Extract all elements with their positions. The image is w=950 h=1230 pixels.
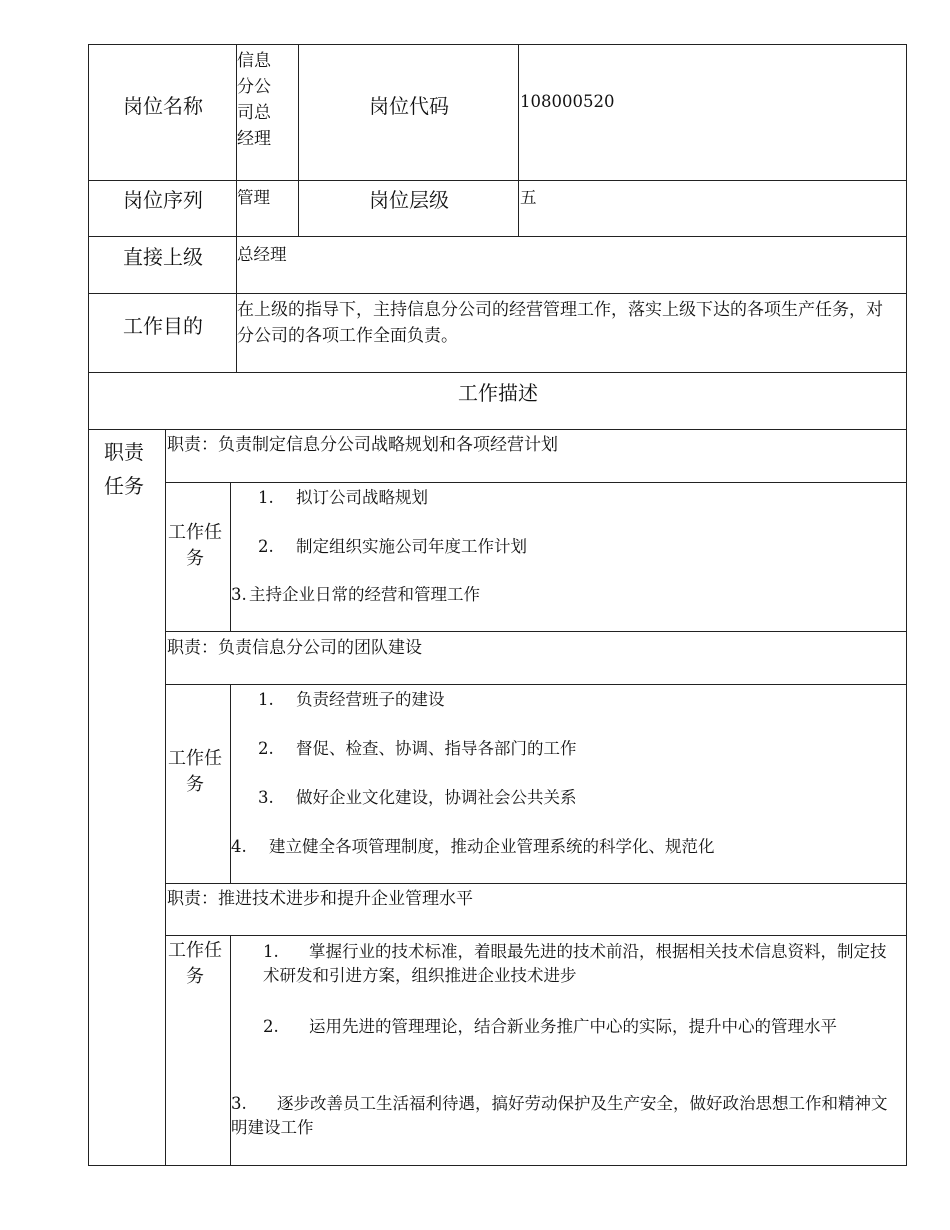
position-series-value: 管理: [237, 188, 270, 207]
position-level-value: 五: [520, 188, 537, 207]
duty-title: 职责：负责信息分公司的团队建设: [167, 638, 422, 658]
item-text: 掌握行业的技术标准，着眼最先进的技术前沿，根据相关技术信息资料，制定技术研发和引进方案，组织推进企业技术进步: [263, 942, 887, 985]
position-code-label: 岗位代码: [369, 94, 449, 118]
duty-title: 职责：推进技术进步和提升企业管理水平: [167, 889, 473, 909]
item-text: 负责经营班子的建设: [296, 690, 445, 709]
position-level-label: 岗位层级: [369, 188, 449, 212]
superior-label: 直接上级: [123, 245, 203, 269]
item-number: 2.: [258, 537, 274, 556]
item-text: 建立健全各项管理制度，推动企业管理系统的科学化、规范化: [269, 837, 715, 856]
position-code-value: 108000520: [520, 92, 615, 111]
list-item: [258, 786, 577, 810]
item-number: 1.: [258, 488, 274, 507]
list-item: [231, 835, 715, 859]
item-number: 3.: [231, 1094, 247, 1113]
position-name-label: 岗位名称: [123, 94, 203, 118]
task-label: 工作任务: [168, 940, 222, 987]
list-item: [231, 1092, 896, 1140]
item-text: 逐步改善员工生活福利待遇，搞好劳动保护及生产安全，做好政治思想工作和精神文明建设工作: [231, 1094, 888, 1137]
duties-label: 职责任务: [104, 440, 144, 498]
superior-value: 总经理: [237, 245, 287, 264]
list-item: [258, 688, 445, 712]
position-name-value: 信息分公司总经理: [237, 51, 271, 149]
item-number: 1.: [258, 690, 274, 709]
purpose-label: 工作目的: [123, 314, 203, 338]
list-item: [258, 535, 527, 559]
list-item: [258, 486, 428, 510]
description-title: 工作描述: [458, 381, 538, 405]
item-text: 督促、检查、协调、指导各部门的工作: [296, 739, 577, 758]
list-item: [263, 1015, 893, 1039]
item-text: 制定组织实施公司年度工作计划: [296, 537, 527, 556]
item-text: 拟订公司战略规划: [296, 488, 428, 507]
item-number: 2.: [263, 1017, 279, 1036]
position-series-label: 岗位序列: [123, 188, 203, 212]
list-item: [258, 737, 577, 761]
item-number: 3.: [231, 585, 247, 604]
item-number: 3.: [258, 788, 274, 807]
item-text: 运用先进的管理理论，结合新业务推广中心的实际，提升中心的管理水平: [309, 1017, 837, 1036]
list-item: [263, 940, 893, 988]
duty-title: 职责：负责制定信息分公司战略规划和各项经营计划: [167, 435, 558, 455]
task-label: 工作任务: [168, 522, 222, 569]
item-number: 2.: [258, 739, 274, 758]
item-number: 1.: [263, 942, 279, 961]
item-text: 主持企业日常的经营和管理工作: [249, 585, 480, 604]
list-item: [231, 583, 480, 607]
purpose-value: 在上级的指导下，主持信息分公司的经营管理工作，落实上级下达的各项生产任务，对分公司的各项工作全面负责。: [237, 300, 883, 346]
task-label: 工作任务: [168, 748, 222, 795]
item-text: 做好企业文化建设，协调社会公共关系: [296, 788, 577, 807]
item-number: 4.: [231, 837, 247, 856]
